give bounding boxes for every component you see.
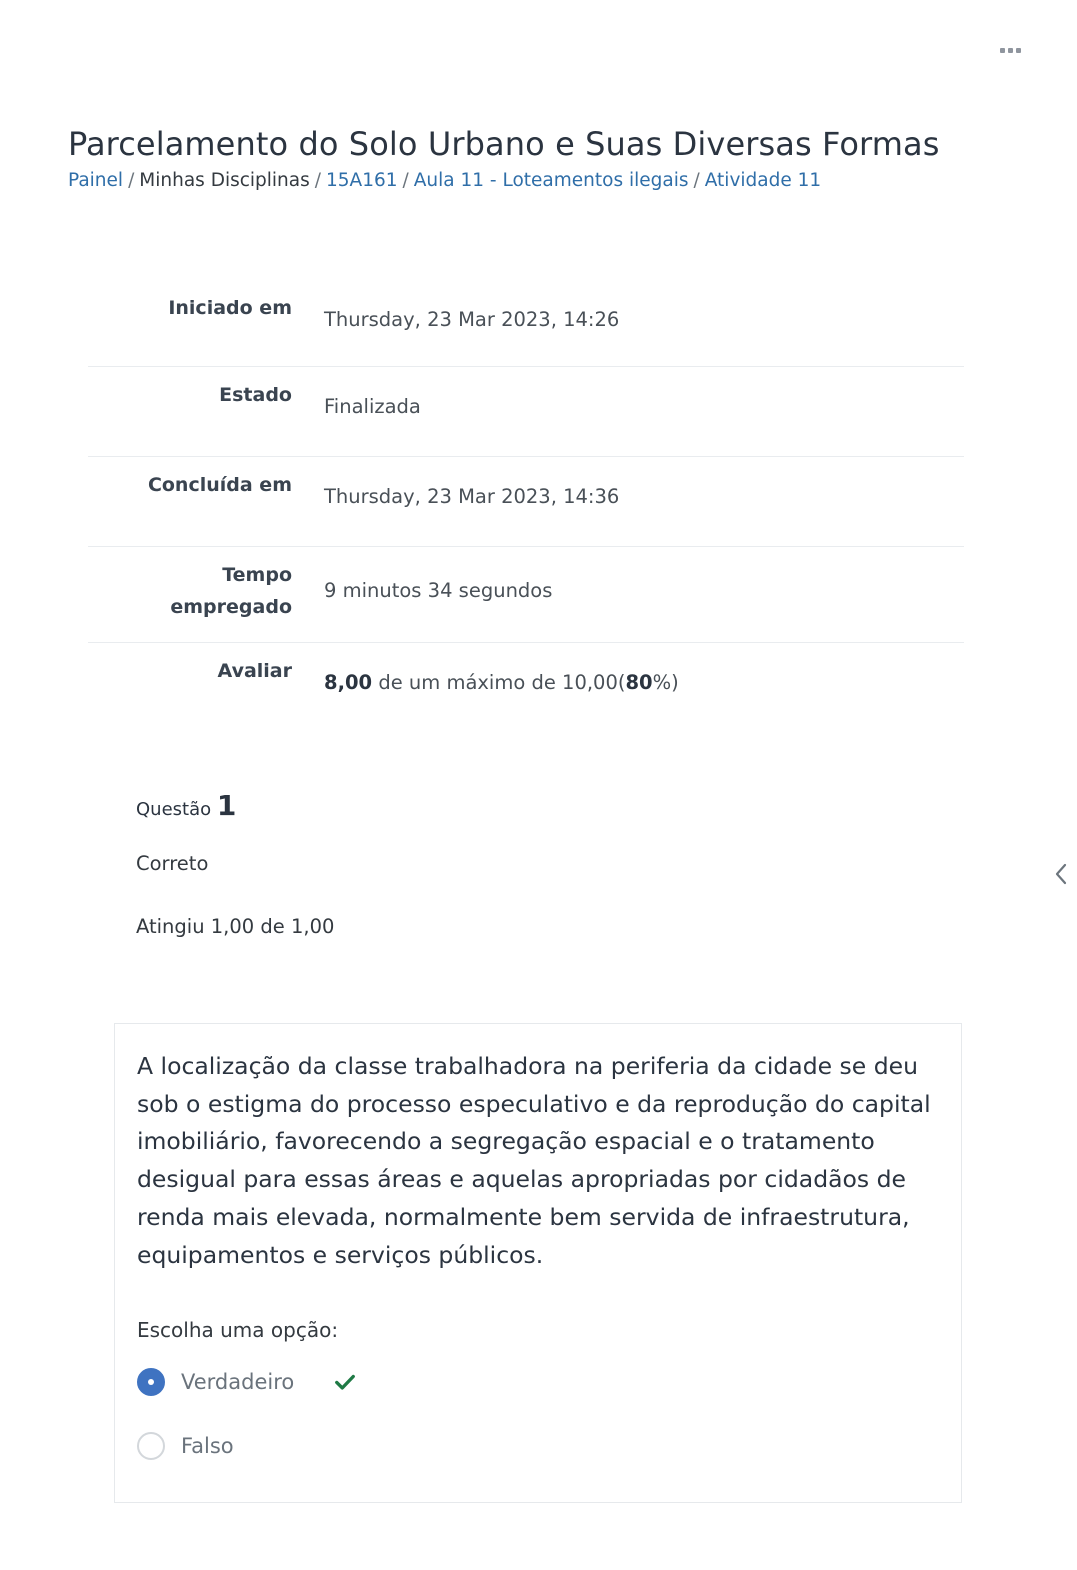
breadcrumb — [68, 170, 821, 191]
question-content — [114, 1023, 962, 1503]
state-label: Estado — [219, 384, 292, 406]
breadcrumb-activity[interactable]: Atividade 11 — [704, 170, 822, 191]
completed-value: Thursday, 23 Mar 2023, 14:36 — [324, 485, 620, 508]
more-options-icon[interactable] — [1000, 42, 1026, 58]
time-label-line-2: empregado — [170, 596, 292, 618]
completed-label: Concluída em — [147, 474, 292, 496]
chevron-left-icon[interactable] — [1052, 862, 1070, 886]
breadcrumb-separator: / — [314, 170, 321, 191]
option-falso[interactable] — [137, 1426, 939, 1466]
question-number-label: Questão — [136, 799, 212, 820]
question-text: A localização da classe trabalhadora na periferia da cidade se deu sob o estigma do processo especulativo e da reprodução do capital imobiliário, favorecendo a segregação espacial e o tratamento desigual para essas áreas e aquelas apropriadas por cidadãos de renda mais elevada, normalmente bem servida de infraestrutura, equipamentos e serviços públicos. — [137, 1052, 931, 1269]
option-label: Verdadeiro — [181, 1370, 295, 1395]
grade-percent: 80 — [625, 671, 653, 694]
grade-value — [308, 643, 964, 723]
breadcrumb-separator: / — [128, 170, 135, 191]
summary-row-grade — [88, 643, 964, 723]
state-value: Finalizada — [324, 395, 421, 418]
summary-row-time — [88, 547, 964, 643]
breadcrumb-separator: / — [693, 170, 700, 191]
option-label: Falso — [181, 1434, 234, 1459]
started-value: Thursday, 23 Mar 2023, 14:26 — [324, 308, 620, 331]
summary-row-started — [88, 280, 964, 367]
question-grade: Atingiu 1,00 de 1,00 — [136, 915, 335, 938]
started-label: Iniciado em — [168, 297, 292, 319]
grade-max-text: de um máximo de 10,00( — [372, 671, 626, 694]
question-state: Correto — [136, 852, 209, 875]
breadcrumb-painel[interactable]: Painel — [68, 170, 124, 191]
option-verdadeiro[interactable] — [137, 1362, 939, 1402]
breadcrumb-course[interactable]: 15A161 — [326, 170, 398, 191]
summary-row-state — [88, 367, 964, 457]
grade-score: 8,00 — [324, 671, 373, 694]
grade-percent-suffix: %) — [652, 671, 679, 694]
question-number-value: 1 — [216, 789, 237, 822]
grade-label: Avaliar — [217, 660, 292, 682]
time-label — [88, 547, 308, 642]
question-info — [136, 786, 334, 938]
radio-falso[interactable] — [137, 1432, 165, 1460]
page-title: Parcelamento do Solo Urbano e Suas Diversas Formas — [68, 125, 940, 163]
time-label-line-1: Tempo — [222, 564, 292, 586]
breadcrumb-minhas-disciplinas: Minhas Disciplinas — [139, 170, 310, 191]
answer-prompt: Escolha uma opção: — [137, 1318, 339, 1343]
breadcrumb-separator: / — [402, 170, 409, 191]
check-icon — [334, 1371, 356, 1393]
question-number — [136, 786, 334, 830]
attempt-summary-table — [88, 280, 964, 723]
time-value: 9 minutos 34 segundos — [324, 579, 553, 602]
summary-row-completed — [88, 457, 964, 547]
radio-verdadeiro[interactable] — [137, 1368, 165, 1396]
breadcrumb-section[interactable]: Aula 11 - Loteamentos ilegais — [413, 170, 689, 191]
